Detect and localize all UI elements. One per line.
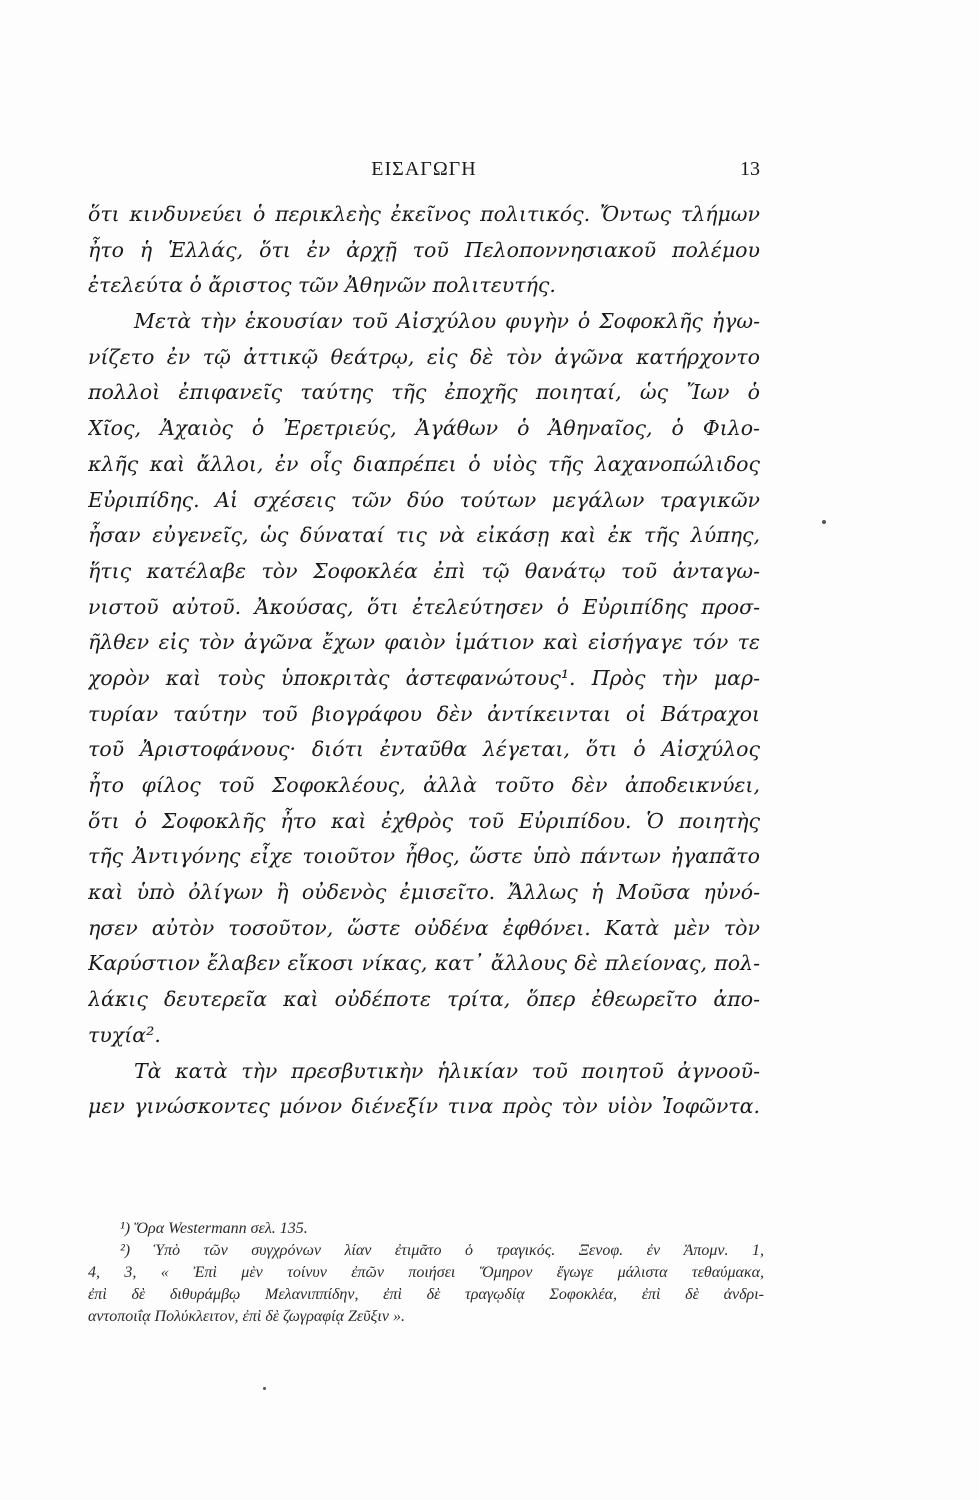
text-line: ἦτο ἡ Ἑλλάς, ὅτι ἐν ἀρχῇ τοῦ Πελοποννησιακοῦ πολέμου bbox=[88, 237, 760, 262]
text-line: Εὐριπίδης. Αἱ σχέσεις τῶν δύο τούτων μεγάλων τραγικῶν bbox=[88, 487, 760, 512]
text-line: ἥτις κατέλαβε τὸν Σοφοκλέα ἐπὶ τῷ θανάτῳ τοῦ ἀνταγω- bbox=[88, 558, 760, 583]
ink-speck bbox=[822, 520, 826, 524]
text-line: Καρύστιον ἔλαβεν εἴκοσι νίκας, κατ᾽ ἄλλους δὲ πλείονας, πολ- bbox=[88, 951, 760, 976]
text-line: ὅτι κινδυνεύει ὁ περικλεὴς ἐκεῖνος πολιτικός. Ὄντως τλήμων bbox=[88, 202, 760, 226]
text-line: ἐτελεύτα ὁ ἄριστος τῶν Ἀθηνῶν πολιτευτής. bbox=[88, 273, 556, 298]
text-line: πολλοὶ ἐπιφανεῖς ταύτης τῆς ἐποχῆς ποιηταί, ὡς Ἴων ὁ bbox=[88, 380, 760, 405]
text-line: ῆλθεν εἰς τὸν ἀγῶνα ἔχων φαιὸν ἱμάτιον καὶ εἰσήγαγε τόν τε bbox=[88, 630, 760, 655]
main-text bbox=[88, 197, 760, 1125]
text-line: τυχία². bbox=[88, 1022, 161, 1047]
text-line: τῆς Ἀντιγόνης εἶχε τοιοῦτον ἦθος, ὥστε ὑπὸ πάντων ἠγαπᾶτο bbox=[88, 844, 760, 869]
text-line: ὅτι ὁ Σοφοκλῆς ἦτο καὶ ἐχθρὸς τοῦ Εὐριπίδου. Ὁ ποιητὴς bbox=[88, 808, 760, 833]
text-line: νιστοῦ αὐτοῦ. Ἀκούσας, ὅτι ἐτελεύτησεν ὁ Εὐριπίδης προσ- bbox=[88, 594, 760, 619]
text-line: τυρίαν ταύτην τοῦ βιογράφου δὲν ἀντίκεινται οἱ Βάτραχοι bbox=[88, 701, 760, 726]
footnote-line: ¹) Ὅρα Westermann σελ. 135. bbox=[120, 1220, 308, 1237]
text-line: Χῖος, Ἀχαιὸς ὁ Ἐρετριεύς, Ἀγάθων ὁ Ἀθηναῖος, ὁ Φιλο- bbox=[88, 416, 760, 441]
ink-speck bbox=[263, 1387, 266, 1390]
text-line: ησεν αὐτὸν τοσοῦτον, ὥστε οὐδένα ἐφθόνει. Κατὰ μὲν τὸν bbox=[88, 915, 760, 940]
footnote-line: 4, 3, « Ἐπὶ μὲν τοίνυν ἐπῶν ποιήσει Ὅμηρον ἔγωγε μάλιστα τεθαύμακα, bbox=[88, 1264, 764, 1281]
text-line: χορὸν καὶ τοὺς ὑποκριτὰς ἀστεφανώτους¹. Πρὸς τὴν μαρ- bbox=[88, 665, 760, 690]
text-line: κλῆς καὶ ἄλλοι, ἐν οἷς διαπρέπει ὁ υἱὸς τῆς λαχανοπώλιδος bbox=[88, 451, 760, 476]
footnote-line: ἐπὶ δὲ διθυράμβῳ Μελανιππίδην, ἐπὶ δὲ τραγῳδίᾳ Σοφοκλέα, ἐπὶ δὲ ἀνδρι- bbox=[88, 1286, 764, 1303]
text-line: λάκις δευτερεῖα καὶ οὐδέποτε τρίτα, ὅπερ ἐθεωρεῖτο ἀπο- bbox=[88, 987, 760, 1012]
text-line: μεν γινώσκοντες μόνον διένεξίν τινα πρὸς τὸν υἱὸν Ἰοφῶντα. bbox=[88, 1094, 760, 1119]
footnotes bbox=[88, 1218, 764, 1328]
page-number: 13 bbox=[740, 158, 760, 180]
text-line: καὶ ὑπὸ ὀλίγων ἢ οὐδενὸς ἐμισεῖτο. Ἄλλως ἡ Μοῦσα ηὐνό- bbox=[88, 880, 760, 905]
text-line: ἦτο φίλος τοῦ Σοφοκλέους, ἀλλὰ τοῦτο δὲν ἀποδεικνύει, bbox=[88, 773, 760, 797]
footnote-line: αντοποιΐᾳ Πολύκλειτον, ἐπὶ δὲ ζωγραφίᾳ Ζεῦξιν ». bbox=[88, 1308, 405, 1325]
text-line: ἦσαν εὐγενεῖς, ὡς δύναταί τις νὰ εἰκάσῃ καὶ ἐκ τῆς λύπης, bbox=[88, 523, 760, 548]
text-line: Μετὰ τὴν ἑκουσίαν τοῦ Αἰσχύλου φυγὴν ὁ Σοφοκλῆς ἠγω- bbox=[134, 309, 760, 334]
text-line: Τὰ κατὰ τὴν πρεσβυτικὴν ἡλικίαν τοῦ ποιητοῦ ἀγνοοῦ- bbox=[134, 1058, 760, 1083]
text-line: τοῦ Ἀριστοφάνους· διότι ἐνταῦθα λέγεται, ὅτι ὁ Αἰσχύλος bbox=[88, 737, 760, 762]
running-head: ΕΙΣΑΓΩΓΗ bbox=[371, 158, 477, 180]
footnote-line: ²) Ὑπὸ τῶν συγχρόνων λίαν ἐτιμᾶτο ὁ τραγικός. Ξενοφ. ἐν Ἀπομν. 1, bbox=[120, 1242, 764, 1259]
text-line: νίζετο ἐν τῷ ἀττικῷ θεάτρῳ, εἰς δὲ τὸν ἀγῶνα κατήρχοντο bbox=[88, 344, 760, 369]
page-header bbox=[88, 158, 760, 188]
